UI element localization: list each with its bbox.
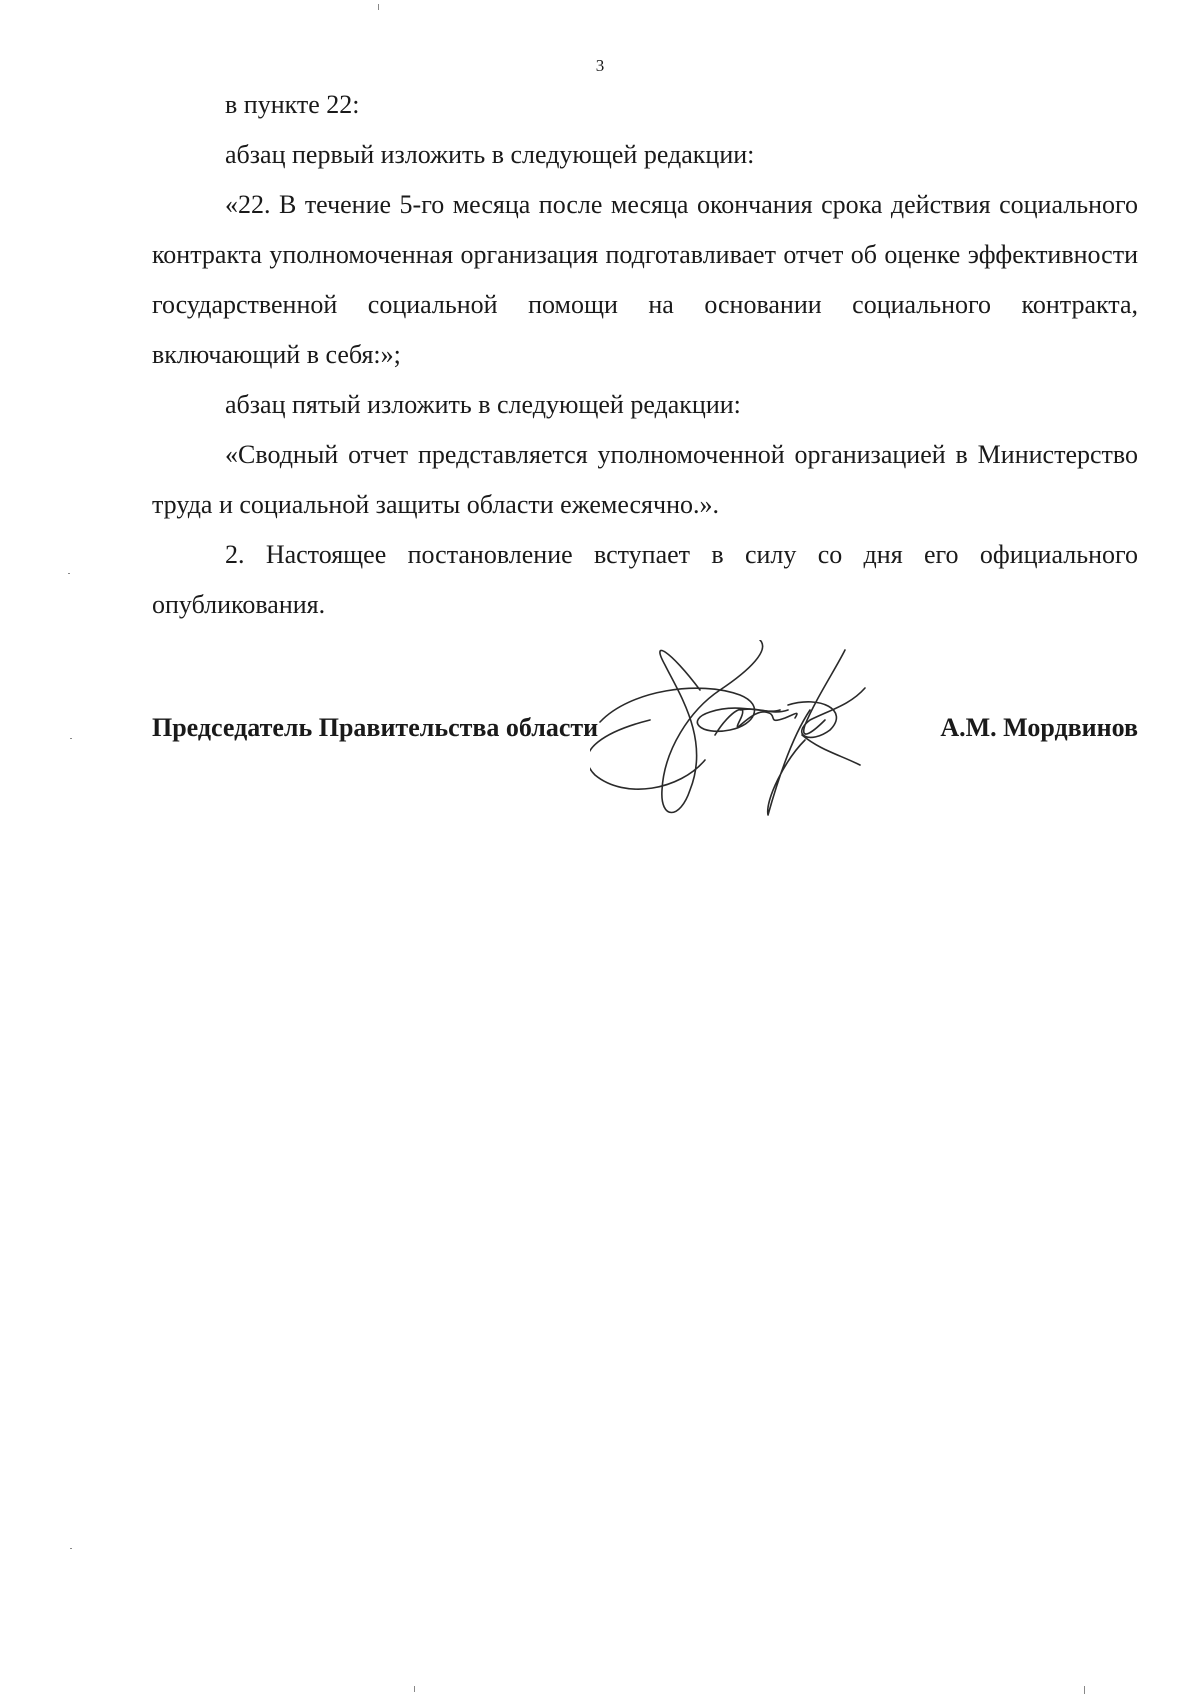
paragraph-effective-date: 2. Настоящее постановление вступает в силу со дня его официального опубликования. [152, 540, 1138, 619]
paragraph-summary-report: «Сводный отчет представляется уполномоченной организацией в Министерство труда и социальной защиты области ежемесячно.». [152, 440, 1138, 519]
scan-artifact [1084, 1686, 1085, 1694]
scan-artifact [378, 4, 379, 10]
handwritten-signature [590, 640, 950, 860]
signatory-title: Председатель Правительства области [152, 713, 599, 742]
signature-block [152, 713, 1138, 749]
scan-artifact [68, 573, 70, 574]
paragraph-fifth-abzac-instruction: абзац пятый изложить в следующей редакции: [225, 390, 741, 419]
signatory-name: А.М. Мордвинов [940, 713, 1138, 742]
paragraph-clause-22-text: «22. В течение 5-го месяца после месяца окончания срока действия социального контракта уполномоченная организация подготавливает отчет об оценке эффективности государственной социальной помощи на основании социального контракта, включающий в себя:»; [152, 190, 1138, 369]
scan-artifact [70, 738, 72, 739]
document-body [152, 80, 1138, 630]
scan-artifact [70, 1548, 72, 1549]
page-number: 3 [595, 56, 605, 75]
paragraph-clause-22: в пункте 22: [225, 90, 360, 119]
paragraph-first-abzac-instruction: абзац первый изложить в следующей редакции: [225, 140, 755, 169]
scan-artifact [414, 1686, 415, 1692]
